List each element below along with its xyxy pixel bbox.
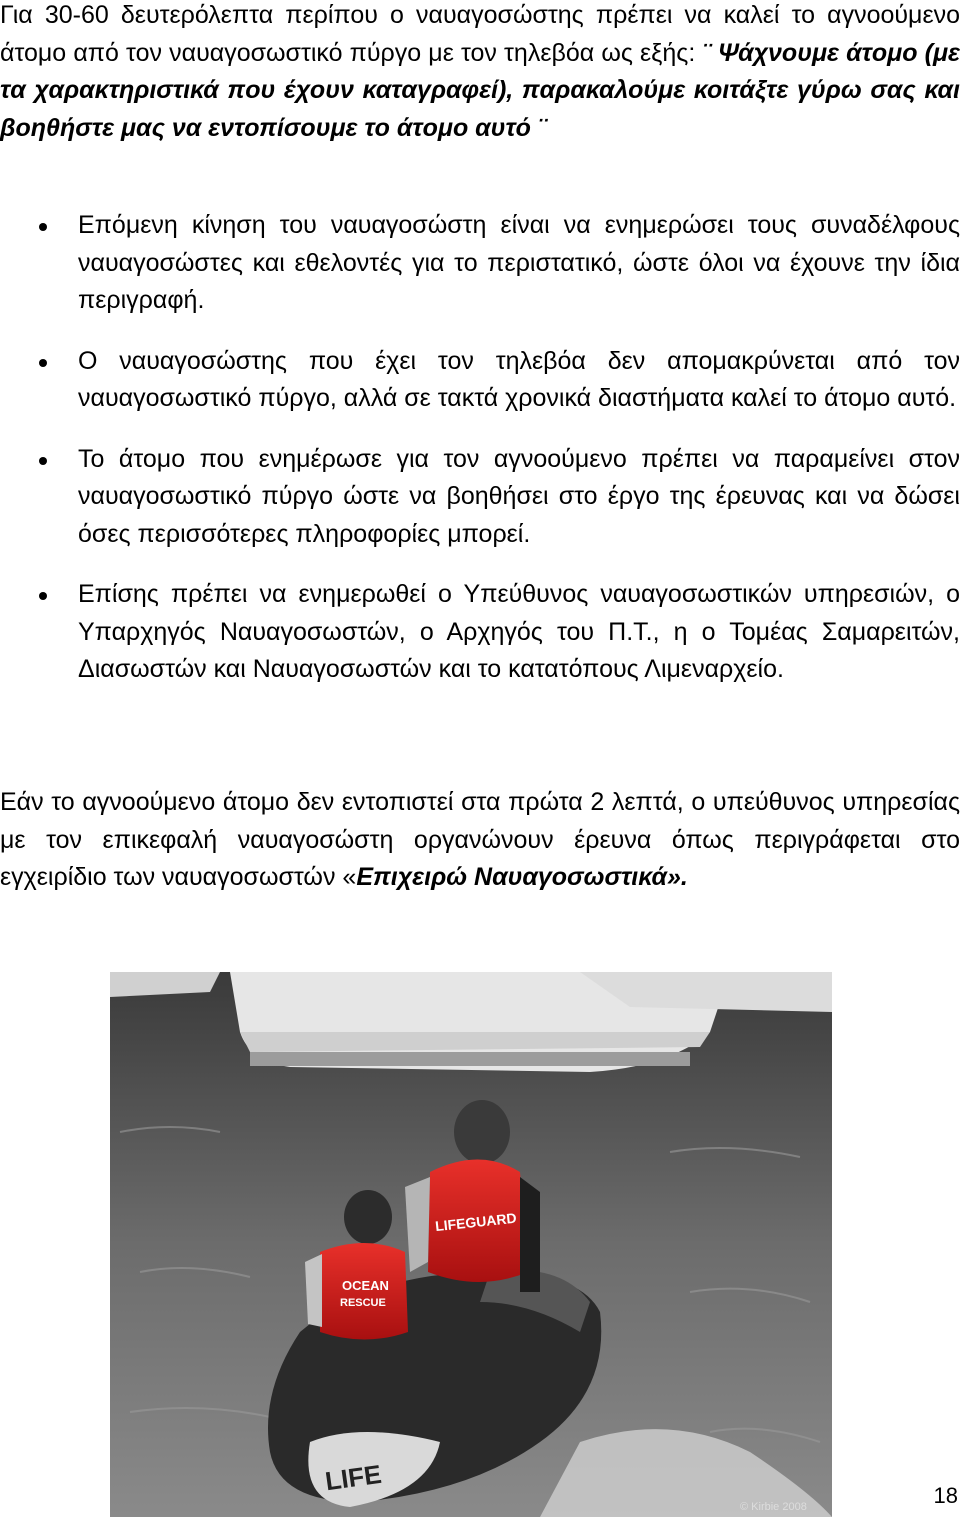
list-item: [0, 343, 960, 418]
list-item-text: Επίσης πρέπει να ενημερωθεί ο Υπεύθυνος ναυαγοσωστικών υπηρεσιών, ο Υπαρχηγός Ναυαγοσωστών, ο Αρχηγός του Π.Τ., η ο Τομέας Σαμαρειτών, Διασωστών και Ναυαγοσωστών και το κατατόπους Λιμεναρχείο.: [78, 580, 960, 683]
bullet-icon: [39, 223, 47, 231]
page-number: 18: [933, 1483, 958, 1508]
bullet-icon: [39, 457, 47, 465]
intro-text: Για 30-60 δευτερόλεπτα περίπου ο ναυαγοσώστης πρέπει να καλεί το αγνοούμενο άτομο από τον ναυαγοσωστικό πύργο με τον τηλεβόα ως εξής:: [0, 1, 960, 67]
vest-front-text-line1: OCEAN: [342, 1278, 389, 1293]
manual-title: Επιχειρώ Ναυαγοσωστικά».: [356, 863, 688, 891]
hull-text: LIFE: [323, 1458, 384, 1497]
vest-back-text: LIFEGUARD: [434, 1209, 518, 1235]
list-item-text: Ο ναυαγοσώστης που έχει τον τηλεβόα δεν απομακρύνεται από τον ναυαγοσωστικό πύργο, αλλά σε τακτά χρονικά διαστήματα καλεί το άτομο αυτό.: [78, 346, 960, 412]
list-item: [0, 441, 960, 554]
announcement-quote: Ψάχνουμε άτομο (με τα χαρακτηριστικά που έχουν καταγραφεί), παρακαλούμε κοιτάξτε γύρω σας και βοηθήστε μας να εντοπίσουμε το άτομο αυτό: [0, 38, 960, 142]
list-item: [0, 207, 960, 320]
lifeguard-jetski-photo: [110, 972, 832, 1517]
list-item-text: Επόμενη κίνηση του ναυαγοσώστη είναι να ενημερώσει τους συναδέλφους ναυαγοσώστες και εθελοντές για το περιστατικό, ώστε όλοι να έχουνε την ίδια περιγραφή.: [78, 211, 960, 314]
photo-illustration: [110, 972, 832, 1517]
search-text: Εάν το αγνοούμενο άτομο δεν εντοπιστεί στα πρώτα 2 λεπτά, ο υπεύθυνος υπηρεσίας με τον επικεφαλή ναυαγοσώστη οργανώνουν έρευνα όπως περιγράφεται στο εγχειρίδιο των ναυαγοσωστών: [0, 788, 960, 891]
announcement-open-quote: ¨: [702, 38, 711, 67]
bullet-icon: [39, 592, 47, 600]
list-item: [0, 576, 960, 689]
intro-paragraph: [0, 0, 960, 147]
announcement-close-quote: ¨: [537, 113, 547, 142]
bullet-icon: [39, 359, 47, 367]
procedure-bullet-list: [0, 207, 960, 712]
manual-open-guillemet: «: [342, 863, 357, 891]
photo-watermark: © Kirbie 2008: [740, 1501, 807, 1513]
list-item-text: Το άτομο που ενημέρωσε για τον αγνοούμενο πρέπει να παραμείνει στον ναυαγοσωστικό πύργο ώστε να βοηθήσει στο έργο της έρευνας και να δώσει όσες περισσότερες πληροφορίες μπορεί.: [78, 444, 960, 548]
vest-front-text-line2: RESCUE: [340, 1297, 386, 1309]
search-paragraph: [0, 784, 960, 897]
